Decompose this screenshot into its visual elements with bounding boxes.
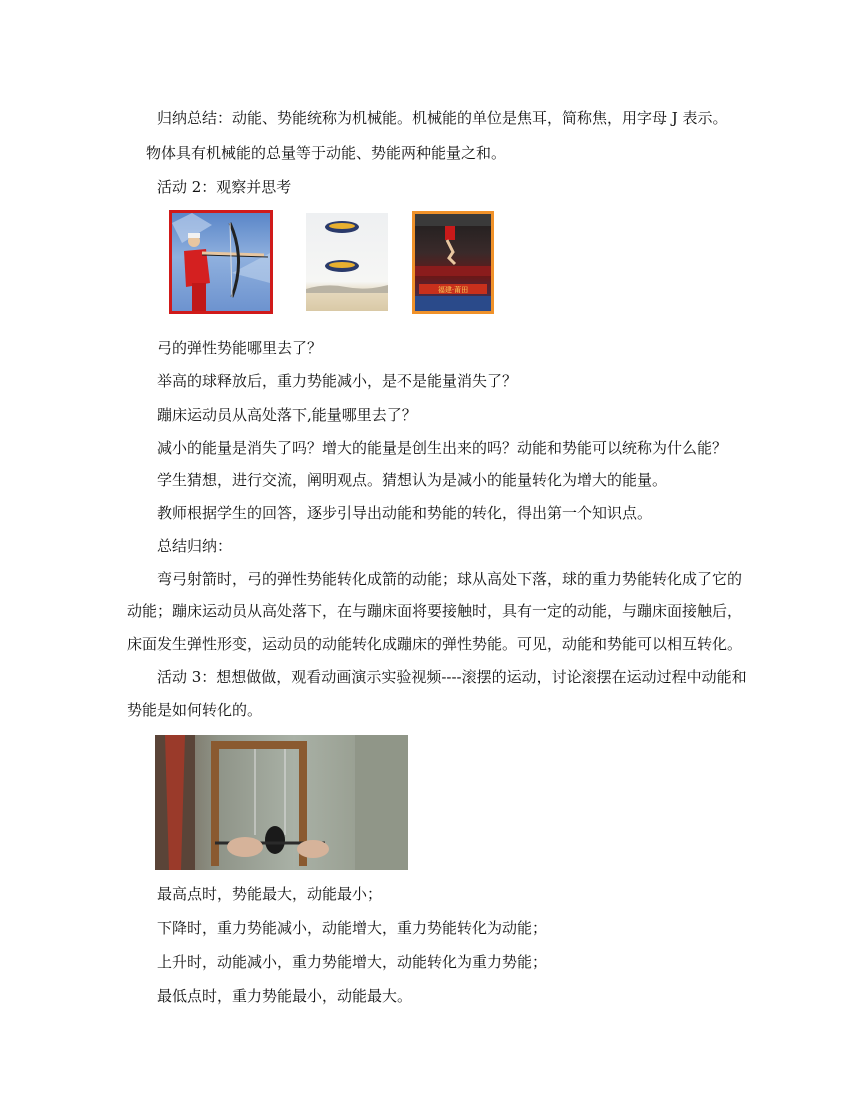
summary-heading: 总结归纳： bbox=[157, 537, 233, 555]
activity-3-line-2: 势能是如何转化的。 bbox=[127, 701, 263, 719]
trampoline-photo bbox=[412, 211, 494, 314]
question-energy: 减小的能量是消失了吗？增大的能量是创生出来的吗？动能和势能可以统称为什么能？ bbox=[157, 439, 728, 457]
summary-line-3: 床面发生弹性形变，运动员的动能转化成蹦床的弹性势能。可见，动能和势能可以相互转化。 bbox=[127, 635, 743, 653]
summary-line-1: 弯弓射箭时，弓的弹性势能转化成箭的动能；球从高处下落，球的重力势能转化成了它的 bbox=[157, 570, 743, 588]
result-lowest: 最低点时，重力势能最小，动能最大。 bbox=[157, 987, 413, 1005]
result-highest: 最高点时，势能最大，动能最小； bbox=[157, 885, 383, 903]
falling-ball-photo bbox=[306, 213, 388, 311]
maxwell-pendulum-video-frame bbox=[155, 735, 408, 870]
result-ascending: 上升时，动能减小，重力势能增大，动能转化为重力势能； bbox=[157, 953, 548, 971]
paragraph-summary-2: 物体具有机械能的总量等于动能、势能两种能量之和。 bbox=[146, 144, 507, 162]
student-guess: 学生猜想，进行交流，阐明观点。猜想认为是减小的能量转化为增大的能量。 bbox=[157, 471, 668, 489]
archery-photo bbox=[169, 210, 273, 314]
question-trampoline: 蹦床运动员从高处落下,能量哪里去了？ bbox=[157, 406, 417, 424]
question-ball: 举高的球释放后，重力势能减小，是不是能量消失了？ bbox=[157, 372, 518, 390]
activity-2-heading: 活动 2：观察并思考 bbox=[157, 178, 292, 196]
summary-line-2: 动能；蹦床运动员从高处落下，在与蹦床面将要接触时，具有一定的动能，与蹦床面接触后， bbox=[127, 602, 743, 620]
teacher-guidance: 教师根据学生的回答，逐步引导出动能和势能的转化，得出第一个知识点。 bbox=[157, 504, 653, 522]
paragraph-summary-1: 归纳总结：动能、势能统称为机械能。机械能的单位是焦耳，简称焦，用字母 J 表示。 bbox=[157, 109, 728, 127]
result-descending: 下降时，重力势能减小，动能增大，重力势能转化为动能； bbox=[157, 919, 548, 937]
trampoline-banner-text: 福建·莆田 bbox=[437, 286, 469, 294]
activity-3-line-1: 活动 3：想想做做，观看动画演示实验视频----滚摆的运动，讨论滚摆在运动过程中动能和 bbox=[157, 668, 747, 686]
question-bow: 弓的弹性势能哪里去了？ bbox=[157, 339, 323, 357]
